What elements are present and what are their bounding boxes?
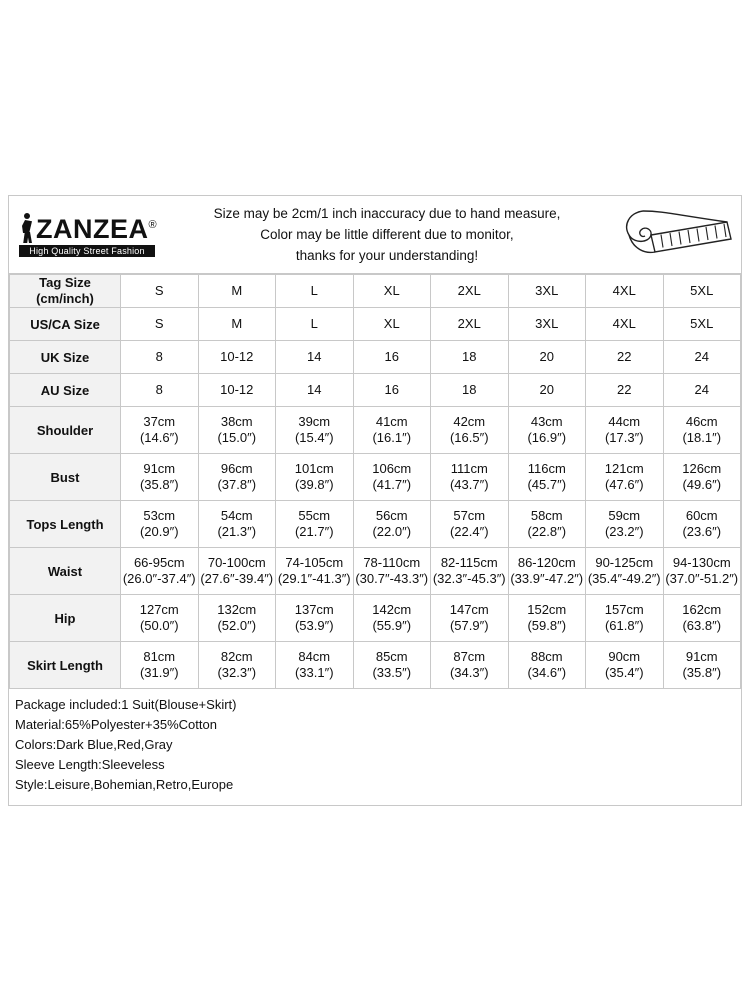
- notice-line-3: thanks for your understanding!: [295, 248, 479, 263]
- table-cell: [121, 308, 199, 341]
- table-cell: [586, 374, 664, 407]
- table-cell: [121, 548, 199, 595]
- table-cell: [276, 548, 354, 595]
- cell-value: XL: [383, 283, 400, 298]
- cell-value-inches: (41.7″): [372, 477, 412, 492]
- cell-value: 85cm: [375, 649, 408, 664]
- table-cell: [431, 548, 509, 595]
- row-label: [10, 374, 121, 407]
- cell-value: 87cm: [453, 649, 486, 664]
- table-cell: [508, 275, 586, 308]
- table-cell: [198, 595, 276, 642]
- cell-value: 53cm: [143, 508, 176, 523]
- row-label: [10, 501, 121, 548]
- table-cell: [353, 595, 431, 642]
- brand-logo-top: [19, 212, 159, 243]
- cell-value-inches: (34.3″): [449, 665, 489, 680]
- table-cell: [586, 308, 664, 341]
- notice-line-2: Color may be little different due to monitor,: [260, 227, 514, 242]
- row-label-line2: (cm/inch): [36, 291, 94, 306]
- table-cell: [431, 374, 509, 407]
- table-cell: [431, 275, 509, 308]
- measurement-notice: [159, 203, 615, 266]
- cell-value: 5XL: [690, 316, 714, 331]
- cell-value-inches: (29.1″-41.3″): [277, 571, 351, 586]
- table-cell: [431, 642, 509, 689]
- cell-value-inches: (23.2″): [604, 524, 644, 539]
- cell-value: 60cm: [685, 508, 718, 523]
- cell-value: 96cm: [220, 461, 253, 476]
- cell-value-inches: (53.9″): [294, 618, 334, 633]
- cell-value-inches: (21.7″): [294, 524, 334, 539]
- cell-value-inches: (31.9″): [139, 665, 179, 680]
- cell-value: 88cm: [530, 649, 563, 664]
- table-cell: [276, 341, 354, 374]
- cell-value: L: [310, 283, 318, 298]
- table-cell: [198, 548, 276, 595]
- registered-mark-icon: ®: [148, 219, 158, 231]
- table-cell: [508, 548, 586, 595]
- cell-value: 20: [539, 349, 554, 364]
- cell-value: 91cm: [143, 461, 176, 476]
- row-label: [10, 407, 121, 454]
- cell-value: 3XL: [535, 316, 559, 331]
- table-cell: [508, 501, 586, 548]
- cell-value: 66-95cm: [133, 555, 185, 570]
- cell-value: 37cm: [143, 414, 176, 429]
- table-cell: [276, 454, 354, 501]
- cell-value: 84cm: [298, 649, 331, 664]
- table-cell: [198, 308, 276, 341]
- table-cell: [586, 548, 664, 595]
- table-cell: [663, 454, 741, 501]
- cell-value-inches: (57.9″): [449, 618, 489, 633]
- cell-value: M: [231, 316, 243, 331]
- table-cell: [276, 275, 354, 308]
- cell-value: 3XL: [535, 283, 559, 298]
- cell-value-inches: (16.1″): [372, 430, 412, 445]
- cell-value: 46cm: [685, 414, 718, 429]
- row-label-line1: Skirt Length: [27, 657, 103, 673]
- cell-value-inches: (15.0″): [217, 430, 257, 445]
- table-cell: [508, 407, 586, 454]
- table-cell: [121, 374, 199, 407]
- table-cell: [508, 642, 586, 689]
- cell-value: 126cm: [682, 461, 722, 476]
- cell-value: 24: [694, 349, 709, 364]
- table-cell: [198, 341, 276, 374]
- table-cell: [353, 374, 431, 407]
- table-cell: [121, 341, 199, 374]
- detail-line: Style:Leisure,Bohemian,Retro,Europe: [15, 777, 234, 792]
- cell-value: 18: [462, 349, 477, 364]
- row-label: [10, 275, 121, 308]
- table-row: [10, 454, 741, 501]
- table-cell: [198, 374, 276, 407]
- cell-value-inches: (63.8″): [682, 618, 722, 633]
- cell-value: 74-105cm: [285, 555, 344, 570]
- cell-value: 111cm: [450, 461, 488, 476]
- table-cell: [663, 341, 741, 374]
- cell-value: 162cm: [682, 602, 722, 617]
- table-row: [10, 374, 741, 407]
- table-cell: [663, 407, 741, 454]
- cell-value: 10-12: [220, 382, 254, 397]
- table-cell: [121, 501, 199, 548]
- table-cell: [353, 454, 431, 501]
- row-label: [10, 308, 121, 341]
- cell-value-inches: (15.4″): [294, 430, 334, 445]
- cell-value: S: [154, 316, 164, 331]
- table-cell: [586, 501, 664, 548]
- table-row: [10, 308, 741, 341]
- table-cell: [663, 642, 741, 689]
- cell-value: 132cm: [217, 602, 257, 617]
- cell-value: 116cm: [527, 461, 566, 476]
- cell-value-inches: (27.6″-39.4″): [200, 571, 274, 586]
- cell-value: 2XL: [457, 283, 481, 298]
- row-label-line1: Waist: [47, 563, 83, 579]
- cell-value: 10-12: [220, 349, 254, 364]
- table-cell: [121, 642, 199, 689]
- table-row: [10, 341, 741, 374]
- cell-value: 18: [462, 382, 477, 397]
- detail-line: Package included:1 Suit(Blouse+Skirt): [15, 697, 237, 712]
- cell-value: 42cm: [453, 414, 486, 429]
- cell-value-inches: (47.6″): [604, 477, 644, 492]
- table-cell: [121, 454, 199, 501]
- row-label-line1: UK Size: [40, 349, 90, 365]
- table-cell: [276, 407, 354, 454]
- detail-line: Colors:Dark Blue,Red,Gray: [15, 737, 173, 752]
- cell-value: 8: [155, 382, 163, 397]
- cell-value-inches: (52.0″): [217, 618, 257, 633]
- cell-value: 55cm: [298, 508, 331, 523]
- table-row: [10, 501, 741, 548]
- cell-value: L: [310, 316, 318, 331]
- cell-value: 86-120cm: [517, 555, 576, 570]
- table-cell: [586, 595, 664, 642]
- table-row: [10, 407, 741, 454]
- brand-logo: [9, 212, 159, 257]
- cell-value-inches: (50.0″): [139, 618, 179, 633]
- product-details: [9, 689, 741, 805]
- row-label: [10, 642, 121, 689]
- cell-value: 54cm: [220, 508, 253, 523]
- row-label-line1: Hip: [54, 610, 76, 626]
- size-chart-sheet: [8, 195, 742, 806]
- table-cell: [353, 642, 431, 689]
- table-cell: [663, 548, 741, 595]
- table-cell: [353, 308, 431, 341]
- size-table-body: [10, 275, 741, 689]
- table-cell: [663, 275, 741, 308]
- brand-name: [36, 212, 157, 243]
- row-label-line1: Shoulder: [36, 422, 94, 438]
- cell-value-inches: (22.0″): [372, 524, 412, 539]
- row-label: [10, 595, 121, 642]
- cell-value-inches: (37.8″): [217, 477, 257, 492]
- cell-value: 14: [307, 349, 322, 364]
- row-label-line1: Tops Length: [26, 516, 104, 532]
- table-cell: [198, 501, 276, 548]
- row-label-line1: Bust: [50, 469, 80, 485]
- detail-line: Material:65%Polyester+35%Cotton: [15, 717, 217, 732]
- row-label: [10, 454, 121, 501]
- cell-value: 39cm: [298, 414, 331, 429]
- cell-value: 16: [384, 382, 399, 397]
- cell-value: 91cm: [685, 649, 718, 664]
- brand-name-text: ZANZEA: [36, 214, 149, 244]
- cell-value-inches: (30.7″-43.3″): [355, 571, 429, 586]
- table-cell: [586, 642, 664, 689]
- woman-silhouette-icon: [19, 213, 35, 243]
- cell-value: 22: [617, 382, 632, 397]
- cell-value-inches: (17.3″): [604, 430, 644, 445]
- cell-value-inches: (22.8″): [527, 524, 567, 539]
- table-cell: [121, 407, 199, 454]
- cell-value: 43cm: [530, 414, 563, 429]
- table-cell: [508, 595, 586, 642]
- cell-value: 59cm: [608, 508, 641, 523]
- cell-value: 4XL: [612, 283, 636, 298]
- cell-value-inches: (26.0″-37.4″): [122, 571, 196, 586]
- notice-line-1: Size may be 2cm/1 inch inaccuracy due to hand measure,: [213, 206, 561, 221]
- cell-value: 94-130cm: [672, 555, 731, 570]
- table-cell: [663, 595, 741, 642]
- cell-value-inches: (35.8″): [682, 665, 722, 680]
- brand-tagline: High Quality Street Fashion: [19, 245, 155, 257]
- cell-value-inches: (23.6″): [682, 524, 722, 539]
- cell-value-inches: (49.6″): [682, 477, 722, 492]
- row-label-line1: Tag Size: [39, 275, 91, 290]
- cell-value: 8: [155, 349, 163, 364]
- table-cell: [121, 275, 199, 308]
- cell-value-inches: (61.8″): [604, 618, 644, 633]
- cell-value-inches: (22.4″): [449, 524, 489, 539]
- table-cell: [586, 454, 664, 501]
- table-cell: [586, 341, 664, 374]
- cell-value: 24: [694, 382, 709, 397]
- cell-value: 101cm: [294, 461, 334, 476]
- cell-value-inches: (35.8″): [139, 477, 179, 492]
- table-cell: [508, 341, 586, 374]
- table-cell: [663, 308, 741, 341]
- measuring-tape-icon: [615, 205, 735, 265]
- table-cell: [431, 341, 509, 374]
- cell-value: S: [154, 283, 164, 298]
- row-label: [10, 341, 121, 374]
- detail-line: Sleeve Length:Sleeveless: [15, 757, 165, 772]
- chart-header: [9, 196, 741, 274]
- cell-value-inches: (55.9″): [372, 618, 412, 633]
- cell-value: 157cm: [604, 602, 644, 617]
- cell-value: 57cm: [453, 508, 486, 523]
- table-cell: [353, 407, 431, 454]
- row-label-line1: US/CA Size: [30, 316, 100, 332]
- cell-value-inches: (21.3″): [217, 524, 257, 539]
- cell-value: 5XL: [690, 283, 714, 298]
- table-cell: [276, 595, 354, 642]
- cell-value: 58cm: [530, 508, 563, 523]
- cell-value: 4XL: [612, 316, 636, 331]
- table-cell: [353, 341, 431, 374]
- cell-value-inches: (32.3″): [217, 665, 257, 680]
- cell-value: 152cm: [527, 602, 567, 617]
- table-cell: [276, 501, 354, 548]
- table-cell: [431, 501, 509, 548]
- cell-value-inches: (16.9″): [527, 430, 567, 445]
- cell-value: 56cm: [375, 508, 408, 523]
- cell-value: 106cm: [372, 461, 412, 476]
- cell-value: 78-110cm: [363, 555, 421, 570]
- cell-value: 82cm: [220, 649, 253, 664]
- cell-value: 16: [384, 349, 399, 364]
- cell-value: XL: [383, 316, 400, 331]
- table-cell: [508, 454, 586, 501]
- row-label-line1: AU Size: [40, 382, 90, 398]
- size-table: [9, 274, 741, 689]
- table-cell: [663, 374, 741, 407]
- cell-value-inches: (16.5″): [449, 430, 489, 445]
- table-cell: [198, 642, 276, 689]
- cell-value: 70-100cm: [207, 555, 266, 570]
- table-cell: [121, 595, 199, 642]
- cell-value-inches: (37.0″-51.2″): [665, 571, 739, 586]
- cell-value-inches: (33.1″): [294, 665, 334, 680]
- cell-value: 44cm: [608, 414, 641, 429]
- cell-value-inches: (43.7″): [449, 477, 489, 492]
- cell-value-inches: (20.9″): [139, 524, 179, 539]
- table-cell: [198, 454, 276, 501]
- table-row: [10, 275, 741, 308]
- table-cell: [508, 374, 586, 407]
- table-cell: [353, 501, 431, 548]
- table-cell: [586, 407, 664, 454]
- cell-value: 147cm: [449, 602, 489, 617]
- table-cell: [586, 275, 664, 308]
- cell-value-inches: (35.4″-49.2″): [587, 571, 661, 586]
- cell-value-inches: (59.8″): [527, 618, 567, 633]
- cell-value: 121cm: [604, 461, 644, 476]
- cell-value: 90cm: [608, 649, 641, 664]
- table-cell: [276, 642, 354, 689]
- cell-value-inches: (33.5″): [372, 665, 412, 680]
- table-cell: [276, 308, 354, 341]
- cell-value: 142cm: [372, 602, 412, 617]
- cell-value: 82-115cm: [440, 555, 498, 570]
- table-row: [10, 595, 741, 642]
- cell-value: 127cm: [139, 602, 179, 617]
- cell-value: 2XL: [457, 316, 481, 331]
- table-cell: [198, 407, 276, 454]
- cell-value: 41cm: [375, 414, 408, 429]
- table-cell: [198, 275, 276, 308]
- cell-value-inches: (33.9″-47.2″): [510, 571, 584, 586]
- cell-value: 22: [617, 349, 632, 364]
- cell-value-inches: (45.7″): [527, 477, 567, 492]
- cell-value: 38cm: [220, 414, 253, 429]
- table-cell: [663, 501, 741, 548]
- table-cell: [353, 548, 431, 595]
- cell-value-inches: (34.6″): [527, 665, 567, 680]
- cell-value: 90-125cm: [595, 555, 654, 570]
- cell-value: M: [231, 283, 243, 298]
- table-row: [10, 548, 741, 595]
- cell-value-inches: (39.8″): [294, 477, 334, 492]
- cell-value: 137cm: [294, 602, 334, 617]
- row-label: [10, 548, 121, 595]
- table-cell: [431, 407, 509, 454]
- cell-value: 14: [307, 382, 322, 397]
- cell-value: 20: [539, 382, 554, 397]
- table-cell: [431, 454, 509, 501]
- cell-value-inches: (32.3″-45.3″): [432, 571, 506, 586]
- table-row: [10, 642, 741, 689]
- cell-value-inches: (14.6″): [139, 430, 179, 445]
- cell-value: 81cm: [143, 649, 176, 664]
- table-cell: [353, 275, 431, 308]
- table-cell: [431, 308, 509, 341]
- table-cell: [276, 374, 354, 407]
- cell-value-inches: (18.1″): [682, 430, 722, 445]
- cell-value-inches: (35.4″): [604, 665, 644, 680]
- table-cell: [431, 595, 509, 642]
- table-cell: [508, 308, 586, 341]
